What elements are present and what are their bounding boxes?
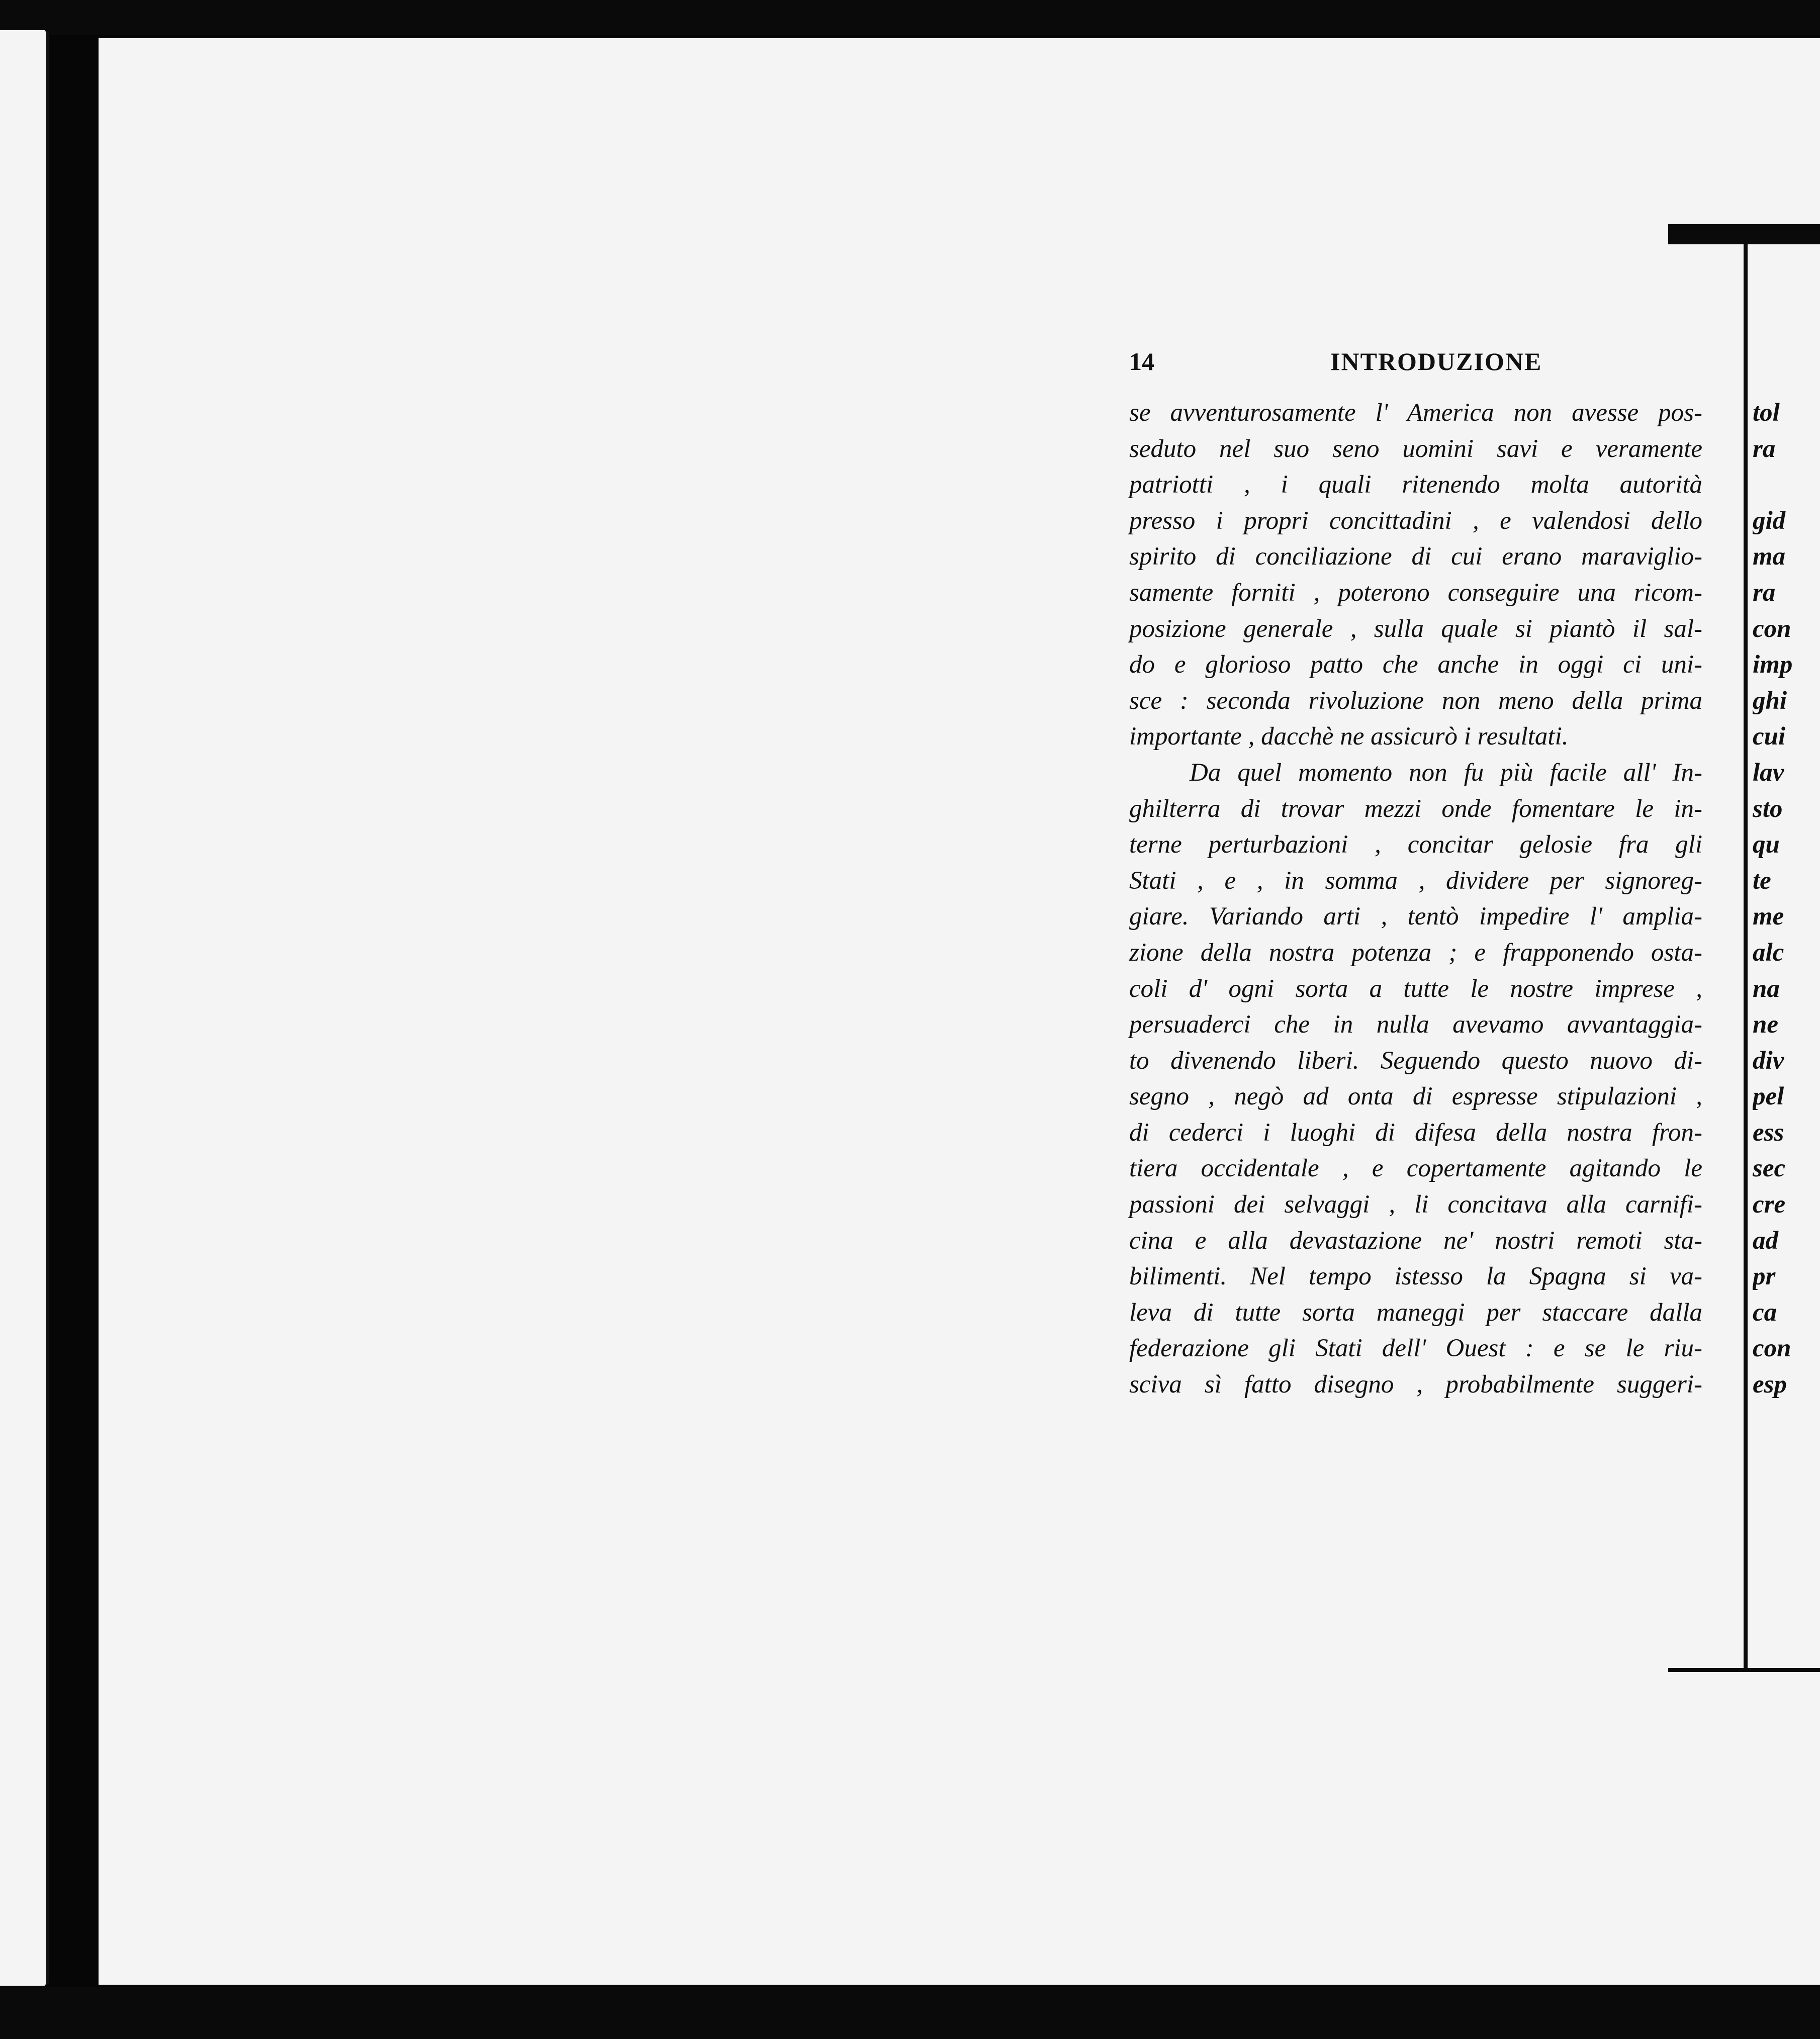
facing-fragment: con xyxy=(1753,1334,1791,1363)
body-text xyxy=(1129,395,1702,1403)
text-line: presso i propri concittadini , e valendosi dello xyxy=(1129,506,1702,535)
running-header xyxy=(1129,347,1702,382)
text-line: se avventurosamente l' America non avesse pos- xyxy=(1129,399,1702,427)
text-line: bilimenti. Nel tempo istesso la Spagna si va- xyxy=(1129,1262,1702,1291)
text-line: samente forniti , poterono conseguire una ricom- xyxy=(1129,578,1702,607)
text-line: patriotti , i quali ritenendo molta autorità xyxy=(1129,471,1702,499)
facing-fragment: me xyxy=(1753,902,1784,931)
facing-fragment: na xyxy=(1753,974,1780,1003)
facing-fragment: ma xyxy=(1753,542,1786,571)
text-line: segno , negò ad onta di espresse stipulazioni , xyxy=(1129,1082,1702,1111)
scan-border-top xyxy=(0,0,1820,35)
facing-fragment: gid xyxy=(1753,506,1786,535)
facing-fragment: sec xyxy=(1753,1154,1786,1183)
facing-fragment: cre xyxy=(1753,1190,1786,1219)
facing-fragment: esp xyxy=(1753,1370,1787,1399)
text-line: importante , dacchè ne assicurò i resultati. xyxy=(1129,722,1569,751)
facing-page-bottom-rule xyxy=(1668,1668,1820,1672)
facing-fragment: sto xyxy=(1753,794,1783,823)
facing-fragment: ghi xyxy=(1753,686,1787,715)
facing-fragment: ad xyxy=(1753,1226,1778,1255)
facing-fragment: con xyxy=(1753,614,1791,643)
text-line: to divenendo liberi. Seguendo questo nuovo di- xyxy=(1129,1046,1702,1075)
facing-fragment xyxy=(1753,467,1820,503)
text-line: persuaderci che in nulla avevamo avvantaggia- xyxy=(1129,1010,1702,1039)
text-line: sce : seconda rivoluzione non meno della prima xyxy=(1129,686,1702,715)
text-line: do e glorioso patto che anche in oggi ci uni- xyxy=(1129,651,1702,679)
facing-fragment: imp xyxy=(1753,651,1793,679)
text-line: zione della nostra potenza ; e frapponendo osta- xyxy=(1129,938,1702,967)
text-line: ghilterra di trovar mezzi onde fomentare le in- xyxy=(1129,794,1702,823)
facing-fragment: ra xyxy=(1753,434,1776,463)
text-line: di cederci i luoghi di difesa della nostra fron- xyxy=(1129,1118,1702,1147)
facing-fragment: pel xyxy=(1753,1082,1784,1111)
facing-fragment: tol xyxy=(1753,399,1780,427)
facing-fragment: ne xyxy=(1753,1010,1778,1039)
previous-page-edge xyxy=(0,30,49,1986)
text-line: seduto nel suo seno uomini savi e veramente xyxy=(1129,434,1702,463)
facing-page-fragments xyxy=(1753,395,1820,1403)
facing-fragment: ess xyxy=(1753,1118,1784,1147)
facing-fragment: cui xyxy=(1753,722,1786,751)
text-line: tiera occidentale , e copertamente agitando le xyxy=(1129,1154,1702,1183)
text-line: Stati , e , in somma , dividere per signoreg- xyxy=(1129,866,1702,895)
facing-page-edge-rule xyxy=(1744,244,1748,1670)
facing-fragment: ra xyxy=(1753,578,1776,607)
text-line: giare. Variando arti , tentò impedire l' amplia- xyxy=(1129,902,1702,931)
text-line: federazione gli Stati dell' Ouest : e se le riu- xyxy=(1129,1334,1702,1363)
facing-fragment: ca xyxy=(1753,1298,1777,1327)
text-line: coli d' ogni sorta a tutte le nostre imprese , xyxy=(1129,974,1702,1003)
facing-fragment: qu xyxy=(1753,830,1780,859)
text-line: posizione generale , sulla quale si piantò il sal- xyxy=(1129,614,1702,643)
facing-fragment: alc xyxy=(1753,938,1784,967)
facing-fragment: lav xyxy=(1753,758,1784,787)
running-title: INTRODUZIONE xyxy=(1330,347,1542,376)
paragraph-first-line: Da quel momento non fu più facile all' In- xyxy=(1190,758,1702,787)
text-line: sciva sì fatto disegno , probabilmente suggeri- xyxy=(1129,1370,1702,1399)
text-line: spirito di conciliazione di cui erano maraviglio- xyxy=(1129,542,1702,571)
page-number: 14 xyxy=(1129,347,1154,376)
facing-fragment: div xyxy=(1753,1046,1784,1075)
facing-page-top-rule xyxy=(1668,224,1820,244)
facing-fragment: te xyxy=(1753,866,1771,895)
text-line: leva di tutte sorta maneggi per staccare dalla xyxy=(1129,1298,1702,1327)
scan-border-bottom xyxy=(0,1987,1820,2039)
text-line: passioni dei selvaggi , li concitava alla carnifi- xyxy=(1129,1190,1702,1219)
text-line: cina e alla devastazione ne' nostri remoti sta- xyxy=(1129,1226,1702,1255)
facing-fragment: pr xyxy=(1753,1262,1776,1291)
text-line: terne perturbazioni , concitar gelosie fra gli xyxy=(1129,830,1702,859)
